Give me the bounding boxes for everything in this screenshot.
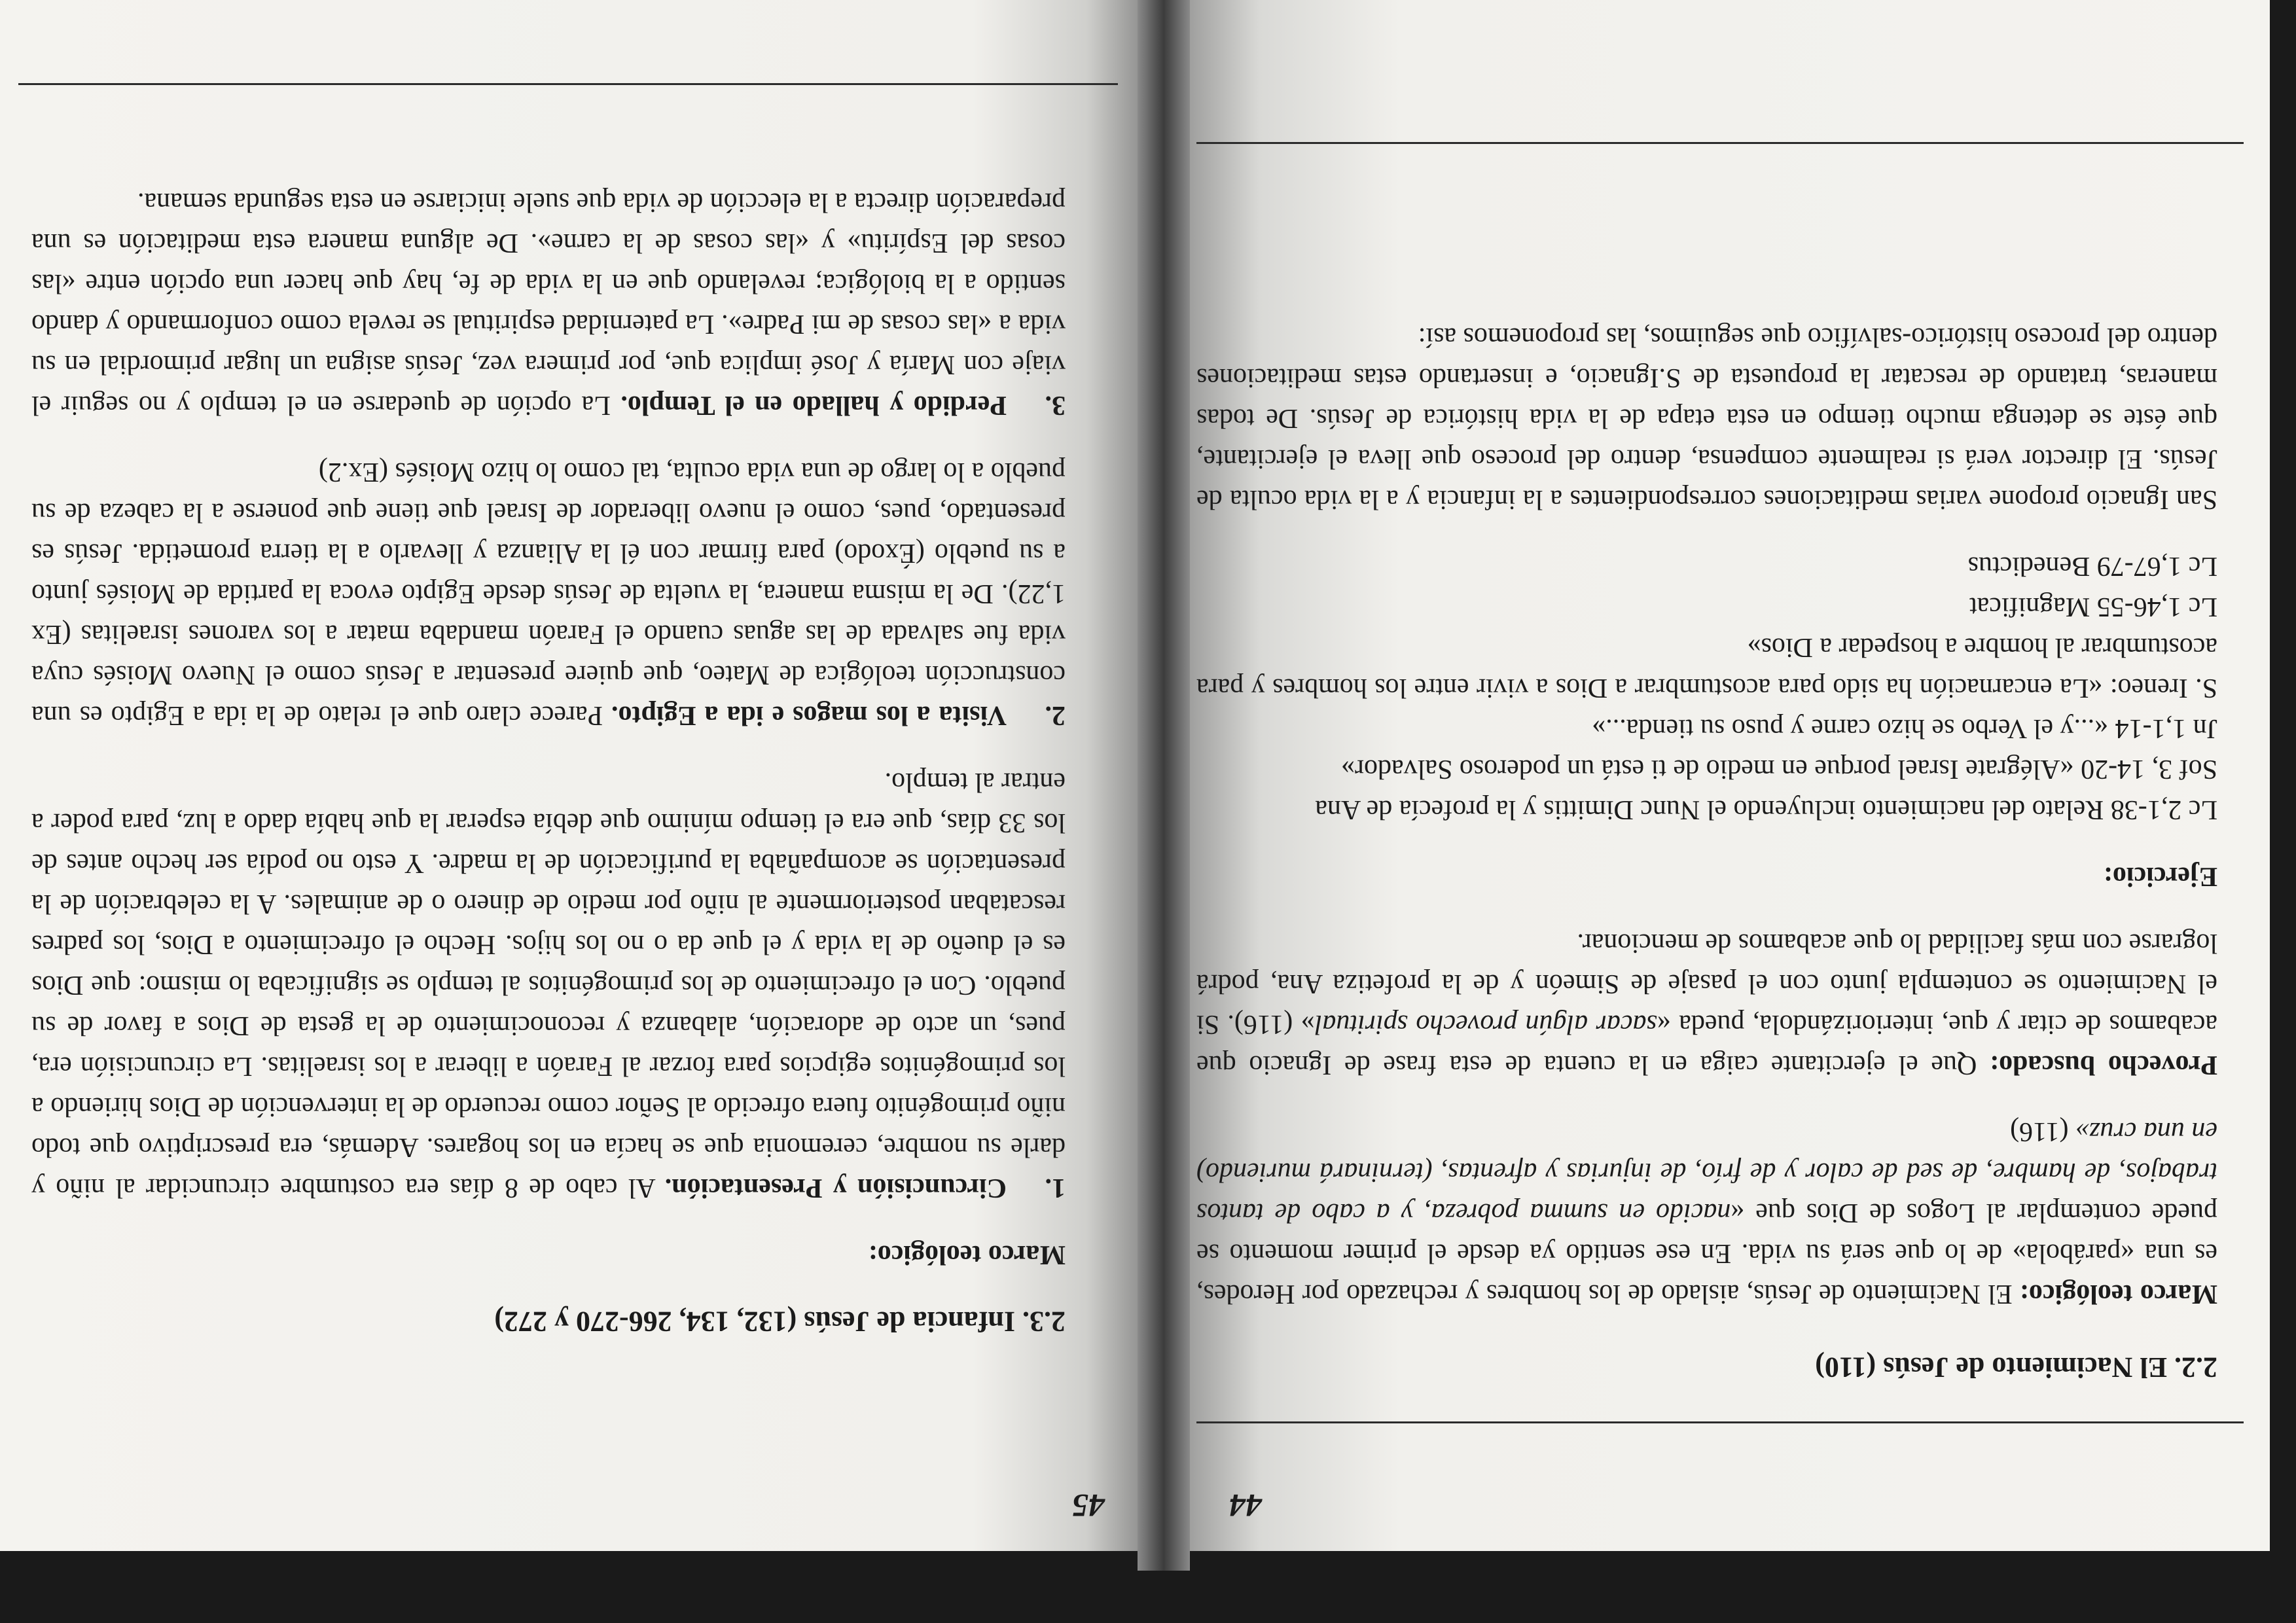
- page-number: 44: [1229, 1488, 1262, 1524]
- bottom-rule: [1196, 142, 2244, 144]
- item-text: La opción de quedarse en el templo y no seguir el viaje con María y José implica que, por primera vez, Jesús asigna un lugar primordial en su vida a «las cosas de mi Padre». La paternidad espiritual se revela como conformando y dando sentido a la biológica; revelando que en la vida de fe, hay que hacer una opción entre «las cosas del Espíritu» y «las cosas de la carne». De alguna manera esta meditación es una preparación directa a la elección de vida que suele iniciarse en esta segunda semana.: [31, 187, 1066, 420]
- item-text: Parece claro que el relato de la ida a Egipto es una construcción teológica de Mateo, que quiere presentar a Jesús como el Nuevo Moisés cuya vida fue salvada de las aguas cuando el Faraón mandaba matar a los varones israelitas (Ex 1,22). De la misma manera, la vuelta de Jesús desde Egipto evoca la partida de Moisés junto a su pueblo (Éxodo) para firmar con él la Alianza y llevarlo a la tierra prometida. Jesús es presentado, pues, como el nuevo liberador de Israel que tiene que ponerse a la cabeza de su pueblo a lo largo de una vida oculta, tal como lo hizo Moisés (Ex.2): [31, 457, 1066, 730]
- top-rule: [1196, 1421, 2244, 1423]
- page-44-text: [1196, 317, 2217, 1387]
- closing-paragraph: San Ignacio propone varias meditaciones correspondientes a la infancia y a la vida oculta de Jesús. El director verá si realmente compensa, dentro del proceso que lleva el ejercitante, que éste se detenga mucho tiempo en esta etapa de la vida histórica de Jesús. De todas maneras, tratando de rescatar la propuesta de S.Ignacio, e insertando estas meditaciones dentro del proceso histórico-salvífico que seguimos, las proponemos así:: [1196, 322, 2217, 514]
- list-item: Lc 1,46-55 Magnificat: [1969, 592, 2217, 622]
- item-number: 1.: [1045, 1173, 1066, 1203]
- list-item: Sof 3, 14-20 «Alégrate Israel porque en medio de ti está un poderoso Salvador»: [1341, 754, 2217, 784]
- list-item: Jn 1,1-14 «...y el Verbo se hizo carne y puso su tienda...»: [1592, 713, 2217, 743]
- provecho-end: » (116). Si el Nacimiento se contempla junto con el pasaje de Simeón y de la profetiza Ana, podrá lograrse con más facilidad lo que acabamos de mencionar.: [1196, 928, 2217, 1039]
- marco-text: El Nacimiento de Jesús, aislado de los hombres y rechazado por Herodes, es una «parábola» de lo que será su vida. En ese sentido ya desde el primer momento se puede contemplar al Logos de Dios que «: [1196, 1198, 2217, 1309]
- item-number: 3.: [1045, 390, 1066, 420]
- provecho-paragraph: [1196, 923, 2217, 1085]
- list-item: Lc 1,67-79 Benedictus: [1967, 551, 2217, 581]
- ejercicio-list: [1196, 546, 2217, 830]
- marco-quote: nacido en summa pobreza, y a cabo de tantos trabajos, de hambre, de sed de calor y de frío, de injurias y afrentas, (terninará muriendo) en una cruz»: [1196, 1116, 2217, 1228]
- marco-label: Marco teológico:: [2019, 1279, 2217, 1309]
- item-1: [31, 762, 1066, 1208]
- bottom-rule: [18, 83, 1118, 85]
- list-item: Lc 2,1-38 Relato del nacimiento incluyendo el Nunc Dimittis y la profecía de Ana: [1315, 794, 2217, 825]
- provecho-quote: sacar algún provecho spiritual: [1314, 1009, 1657, 1039]
- provecho-text: Que el ejercitante caiga en la cuenta de esta frase de Ignacio que acabamos de citar y que, interiorizándola, pueda «: [1196, 1009, 2217, 1080]
- book-gutter: [1138, 0, 1190, 1571]
- page-number: 45: [1072, 1488, 1105, 1524]
- section-title: 2.3. Infancia de Jesús (132, 134, 266-270 y 272): [494, 1306, 1066, 1338]
- provecho-label: Provecho buscado:: [1990, 1050, 2217, 1080]
- ejercicio-label: Ejercicio:: [2103, 861, 2217, 891]
- item-number: 2.: [1045, 700, 1066, 730]
- marco-paragraph: [1196, 1111, 2217, 1314]
- item-text: Al cabo de 8 días era costumbre circuncidar al niño y darle su nombre, ceremonia que se hacía en los hogares. Además, era prescriptivo que todo niño primogénito fuera ofrecido al Señor como recuerdo de la intervención de Dios hiriendo a los primogénitos egipcios para forzar al Faraón a liberar a los israelitas. La circuncisión era, pues, un acto de adoración, alabanza y reconocimiento de la gesta de Dios a favor de su pueblo. Con el ofrecimiento de los primogénitos al templo se significaba lo mismo: que Dios es el dueño de la vida y el que da o no los hijos. Hecho el ofrecimiento a Dios, los padres rescataban posteriormente al niño por medio de dinero o de animales. A la celebración de la presentación se acompañaba la purificación de la madre. Y esto no podía ser hecho antes de los 33 días, que era el tiempo mínimo que debía esperar la que había dado a luz, para poder a entrar al templo.: [31, 767, 1066, 1203]
- page-45-text: [31, 182, 1066, 1342]
- section-title: 2.2. El Nacimiento de Jesús (110): [1815, 1351, 2217, 1383]
- marco-label: Marco teológico:: [868, 1240, 1066, 1270]
- list-item: S. Ireneo: «La encarnación ha sido para acostumbrar a Dios a vivir entre los hombres y para acostumbrar al hombre a hospedar a Dios»: [1196, 632, 2217, 703]
- marco-ref: (116): [2010, 1116, 2076, 1147]
- item-3: [31, 182, 1066, 425]
- item-title: Visita a los magos e ida a Egipto.: [611, 700, 1007, 730]
- item-2: [31, 452, 1066, 736]
- item-title: Perdido y hallado en el Templo.: [620, 390, 1007, 420]
- item-title: Circuncisión y Presentación.: [664, 1173, 1007, 1203]
